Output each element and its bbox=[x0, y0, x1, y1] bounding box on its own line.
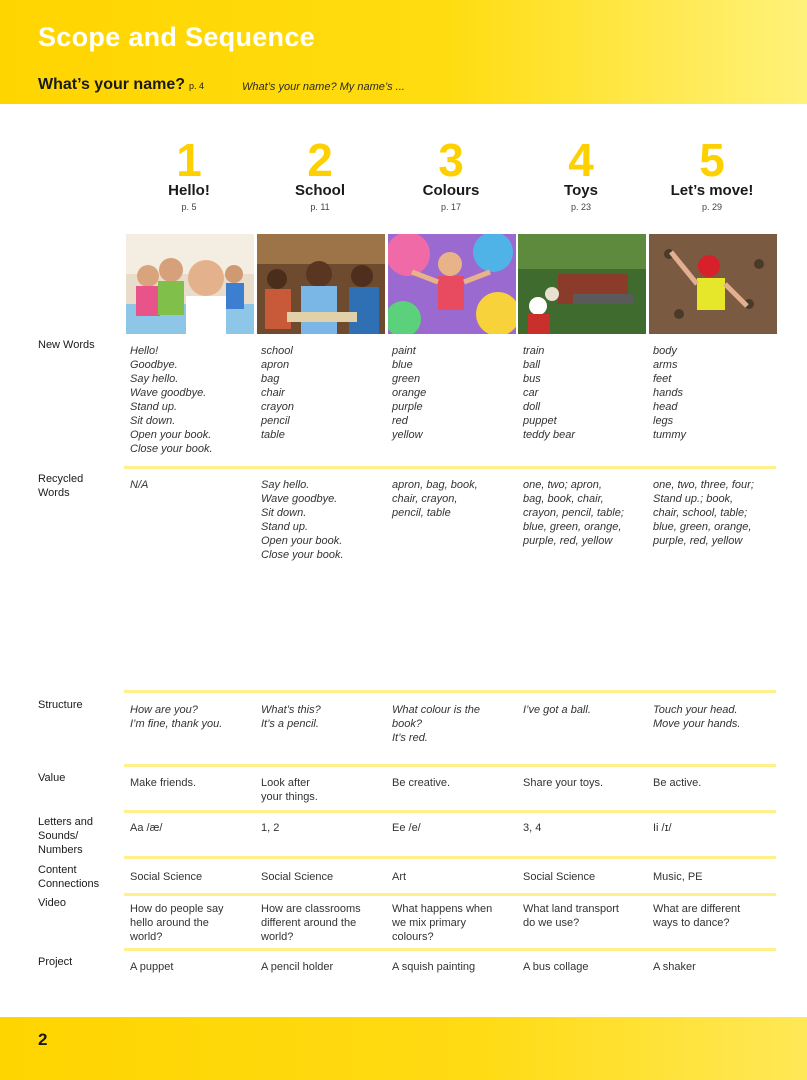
unit-3-header bbox=[388, 134, 514, 212]
unit-1-video: How do people say hello around the world? bbox=[130, 903, 224, 943]
unit-5-project: A shaker bbox=[653, 961, 696, 973]
intro-unit-name: What’s your name? bbox=[38, 76, 185, 93]
row-label-video: Video bbox=[38, 897, 66, 909]
row-label-new-words: New Words bbox=[38, 339, 95, 351]
unit-4-numbers: 3, 4 bbox=[523, 822, 542, 834]
unit-1-new-words: Hello! Goodbye. Say hello. Wave goodbye. Stand up. Sit down. Open your book. Close your book. bbox=[130, 345, 213, 455]
row-label-recycled-words: Recycled Words bbox=[38, 473, 84, 499]
unit-4-new-words: train ball bus car doll puppet teddy bear bbox=[523, 345, 575, 441]
intro-unit-title bbox=[38, 76, 204, 94]
unit-1-project: A puppet bbox=[130, 961, 174, 973]
unit-number: 2 bbox=[307, 134, 333, 186]
unit-page: p. 29 bbox=[701, 202, 723, 212]
unit-3-video: What happens when we mix primary colours? bbox=[392, 903, 493, 943]
unit-3-value: Be creative. bbox=[392, 777, 451, 789]
footer-band bbox=[0, 1017, 807, 1080]
unit-2-project: A pencil holder bbox=[261, 961, 334, 973]
unit-2-new-words: school apron bag chair crayon pencil table bbox=[261, 345, 295, 441]
unit-2-value: Look after your things. bbox=[261, 777, 318, 803]
row-separator bbox=[124, 764, 776, 767]
row-separator bbox=[124, 810, 776, 813]
unit-4-recycled-words: one, two; apron, bag, book, chair, crayon, pencil, table; blue, green, orange, purple, red, yellow bbox=[523, 479, 624, 547]
row-separator bbox=[124, 948, 776, 951]
unit-1-value: Make friends. bbox=[130, 777, 197, 789]
unit-5-header bbox=[649, 134, 775, 212]
page-title: Scope and Sequence bbox=[38, 22, 315, 52]
row-label-value: Value bbox=[38, 772, 66, 784]
unit-5-value: Be active. bbox=[653, 777, 702, 789]
unit-2-recycled-words: Say hello. Wave goodbye. Sit down. Stand up. Open your book. Close your book. bbox=[261, 479, 344, 561]
row-separator bbox=[124, 690, 776, 693]
unit-title: School bbox=[294, 182, 345, 199]
unit-title: Colours bbox=[422, 182, 480, 199]
row-separator bbox=[124, 466, 776, 469]
unit-4-project: A bus collage bbox=[523, 961, 589, 973]
unit-3-content-connections: Art bbox=[392, 871, 407, 883]
unit-number: 3 bbox=[438, 134, 464, 186]
unit-1-content-connections: Social Science bbox=[130, 871, 203, 883]
row-separator bbox=[124, 856, 776, 859]
unit-1-letters-sounds: Aa /æ/ bbox=[130, 822, 163, 834]
unit-title: Toys bbox=[564, 182, 598, 199]
row-separator bbox=[124, 893, 776, 896]
unit-number: 4 bbox=[568, 134, 594, 186]
unit-5-video: What are different ways to dance? bbox=[653, 903, 741, 929]
unit-3-structure: What colour is the book? It’s red. bbox=[392, 704, 481, 744]
unit-title: Hello! bbox=[168, 182, 210, 199]
intro-unit-page: p. 4 bbox=[188, 81, 204, 91]
unit-5-photo bbox=[649, 234, 777, 334]
unit-4-photo bbox=[518, 234, 646, 334]
unit-1-header bbox=[126, 134, 252, 212]
unit-2-video: How are classrooms different around the world? bbox=[261, 903, 361, 943]
unit-5-letters-sounds: Ii /ɪ/ bbox=[653, 822, 672, 834]
unit-number: 1 bbox=[176, 134, 202, 186]
unit-3-project: A squish painting bbox=[392, 961, 476, 973]
unit-page: p. 23 bbox=[570, 202, 592, 212]
unit-page: p. 5 bbox=[181, 202, 197, 212]
page-number: 2 bbox=[38, 1030, 48, 1049]
unit-4-content-connections: Social Science bbox=[523, 871, 596, 883]
row-label-project: Project bbox=[38, 956, 73, 968]
unit-4-video: What land transport do we use? bbox=[523, 903, 619, 929]
unit-4-value: Share your toys. bbox=[523, 777, 604, 789]
intro-unit-structure: What’s your name? My name’s ... bbox=[242, 81, 405, 93]
unit-number: 5 bbox=[699, 134, 725, 186]
unit-5-new-words: body arms feet hands head legs tummy bbox=[653, 345, 686, 441]
unit-5-recycled-words: one, two, three, four; Stand up.; book, chair, school, table; blue, green, orange, purple, red, yellow bbox=[653, 479, 754, 547]
unit-4-structure: I’ve got a ball. bbox=[523, 704, 591, 716]
row-label-content-connections: Content Connections bbox=[38, 864, 100, 890]
unit-2-photo bbox=[257, 234, 385, 334]
unit-1-photo bbox=[126, 234, 254, 334]
unit-page: p. 17 bbox=[440, 202, 462, 212]
row-label-letters-sounds: Letters and Sounds/ Numbers bbox=[38, 816, 94, 856]
unit-3-photo bbox=[388, 234, 516, 334]
unit-3-new-words: paint blue green orange purple red yellow bbox=[392, 345, 427, 441]
unit-1-structure: How are you? I’m fine, thank you. bbox=[130, 704, 223, 730]
unit-3-recycled-words: apron, bag, book, chair, crayon, pencil, table bbox=[392, 479, 478, 519]
row-label-structure: Structure bbox=[38, 699, 83, 711]
unit-4-header bbox=[518, 134, 644, 212]
unit-2-structure: What’s this? It’s a pencil. bbox=[261, 704, 321, 730]
unit-5-content-connections: Music, PE bbox=[653, 871, 703, 883]
unit-2-content-connections: Social Science bbox=[261, 871, 334, 883]
unit-2-numbers: 1, 2 bbox=[261, 822, 280, 834]
unit-5-structure: Touch your head. Move your hands. bbox=[653, 704, 741, 730]
unit-title: Let’s move! bbox=[670, 182, 754, 199]
unit-page: p. 11 bbox=[310, 202, 330, 212]
unit-1-recycled-words: N/A bbox=[130, 479, 149, 491]
unit-3-letters-sounds: Ee /e/ bbox=[392, 822, 421, 834]
unit-2-header bbox=[257, 134, 383, 212]
